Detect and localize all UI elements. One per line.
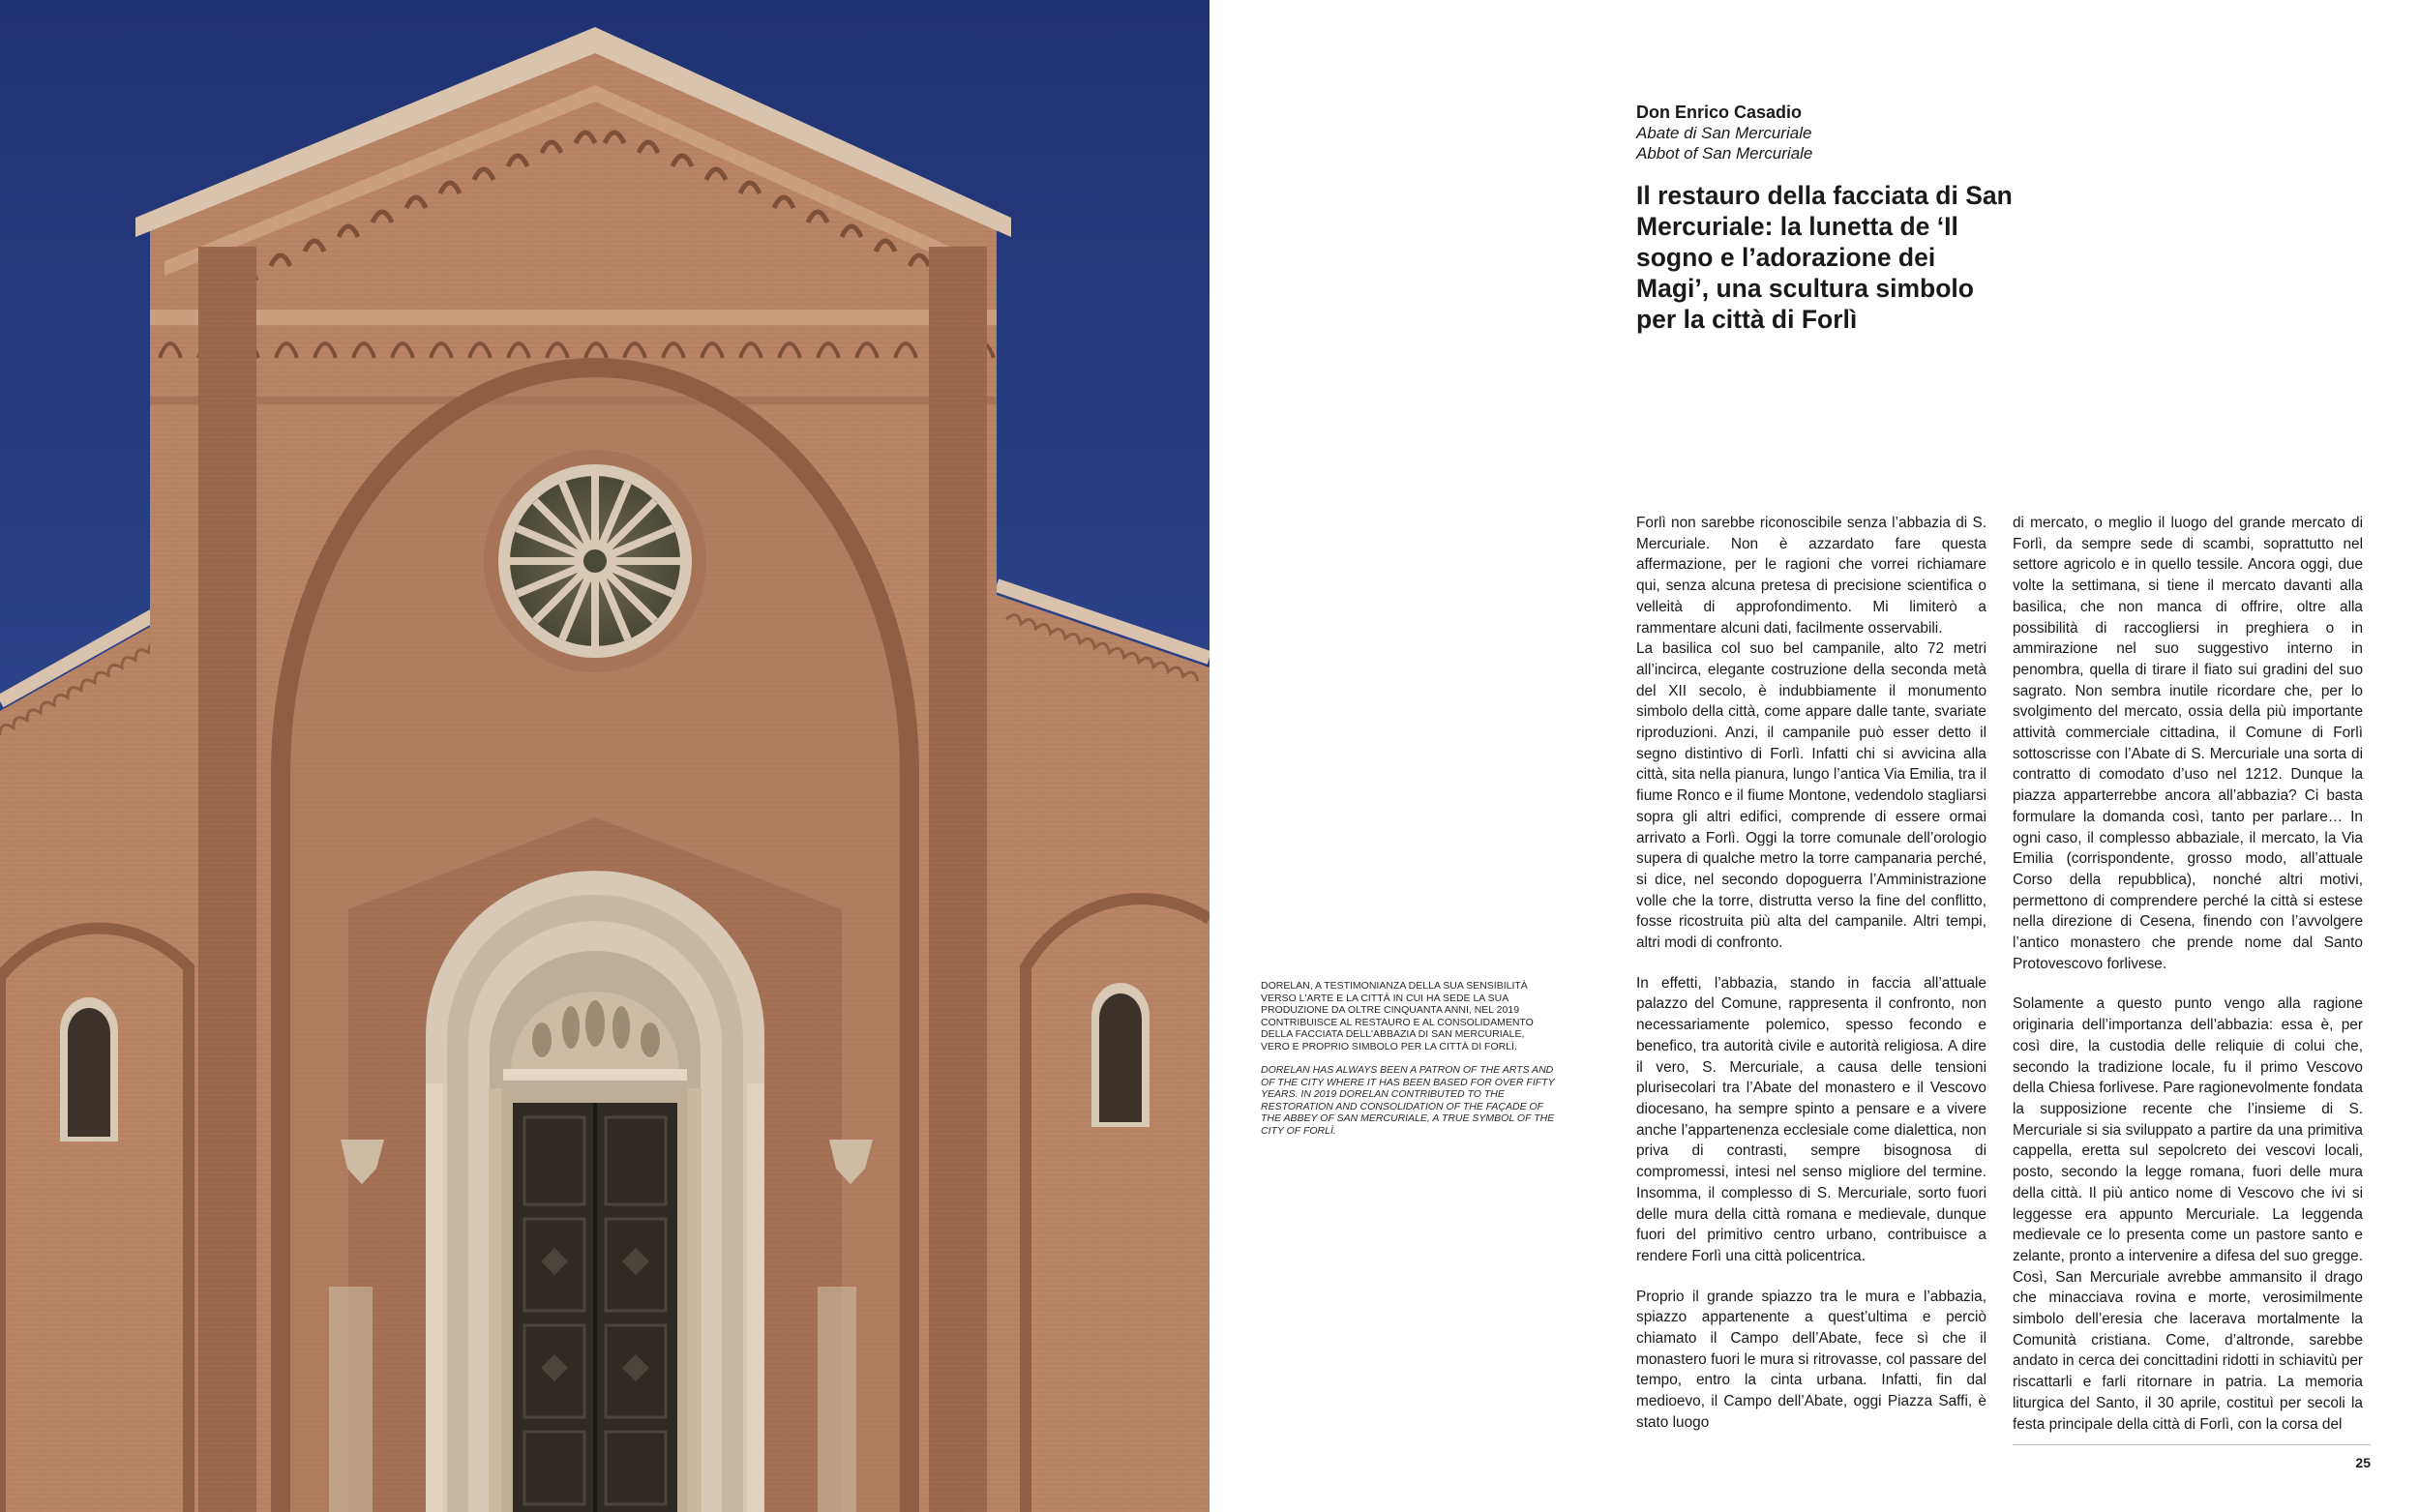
paragraph: Solamente a questo punto vengo alla ragione originaria dell’importanza dell’abbazia: essa è, per così dire, la custodia delle reliquie di colui che, secondo la tradizione locale, fu il primo Vescovo della Chiesa forlivese. Pare ragionevolmente fondata la supposizione recente che l’insieme di S. Mercuriale si sia sviluppato a partire da una primitiva cappella, eretta sul sepolcreto dei vescovi locali, posto, secondo la legge romana, fuori delle mura della città. Il più antico nome di Vescovo che ivi si leggesse era appunto Mercuriale. La leggenda medievale ce lo presenta come un pastore santo e zelante, pronto a intervenire a difesa del suo gregge. Così, San Mercuriale avrebbe ammansito il drago che minacciava rovina e morte, verosimilmente simbolo dell’eresia che lacerava mortalmente la Comunità cristiana. Come, d’altronde, sarebbe andato in cerca dei concittadini ridotti in schiavitù per riscattarli e farli ritornare in patria. La memoria liturgica del Santo, il 30 aprile, costituì per secoli la festa principale della città di Forlì, con la corsa del <box>2013 995 2363 1433</box>
article-title: Il restauro della facciata di San Mercuriale: la lunetta de ‘Il sogno e l’adorazione dei Magi’, una scultura simbolo per la città di Forlì <box>1636 181 2013 334</box>
text-column-left <box>1636 513 1986 1434</box>
paragraph: La basilica col suo bel campanile, alto 72 metri all’incirca, elegante costruzione della seconda metà del XII secolo, è indubbiamente il monumento simbolo della città, come appare dalle tante, svariate riproduzioni. Anzi, il campanile può esser detto il segno distintivo di Forlì. Infatti chi si avvicina alla città, sita nella pianura, lungo l’antica Via Emilia, tra il fiume Ronco e il fiume Montone, vedendolo stagliarsi sopra gli altri edifici, comprende di essere ormai arrivato a Forlì. Oggi la torre comunale dell’orologio supera di qualche metro la torre campanaria perché, si dice, nel secondo dopoguerra l’Amministrazione volle che la torre, distrutta verso la fine del conflitto, fosse ricostruita più alta del campanile. Altri tempi, altri modi di confronto. <box>1636 640 1986 952</box>
photo-caption <box>1261 980 1556 1148</box>
author-name: Don Enrico Casadio <box>1636 103 1803 122</box>
caption-english: DORELAN HAS ALWAYS BEEN A PATRON OF THE ARTS AND OF THE CITY WHERE IT HAS BEEN BASED FOR OVER FIFTY YEARS. IN 2019 DORELAN CONTRIBUTED TO THE RESTORATION AND CONSOLIDATION OF THE FAÇADE OF THE ABBEY OF SAN MERCURIALE, A TRUE SYMBOL OF THE CITY OF FORLÌ. <box>1261 1064 1555 1137</box>
paragraph: In effetti, l’abbazia, stando in faccia all’attuale palazzo del Comune, rappresenta il confronto, non necessariamente polemico, spesso fecondo e benefico, tra autorità civile e autorità religiosa. A dire il vero, S. Mercuriale, a causa delle tensioni plurisecolari tra l’Abate del monastero e il Vescovo diocesano, ha sempre spinto a pensare e a vivere anche l’appartenenza ecclesiale come dialettica, non priva di contrasti, sempre bisognosa di compromessi, intesi nel senso migliore del termine. Insomma, il complesso di S. Mercuriale, sorto fuori delle mura della città romana e medievale, dunque fuori del primitivo centro urbano, contribuisce a rendere Forlì una città policentrica. <box>1636 974 1986 1264</box>
paragraph: Proprio il grande spiazzo tra le mura e l’abbazia, spiazzo appartenente a quest’ultima e perciò chiamato il Campo dell’Abate, fece sì che il monastero fuori le mura si ritrovasse, col passare del tempo, entro la cinta urbana. Infatti, fin dal medioevo, il Campo dell’Abate, oggi Piazza Saffi, è stato luogo <box>1636 1288 1986 1431</box>
page-number: 25 <box>2355 1455 2371 1470</box>
paragraph: di mercato, o meglio il luogo del grande mercato di Forlì, da sempre sede di scambi, soprattutto nel settore agricolo e in quello tessile. Ancora oggi, due volte la settimana, si tiene il mercato davanti alla basilica, che non manca di offrire, oltre alla possibilità di raccogliersi in preghiera o in ammirazione nel suo suggestivo interno in penombra, quella di tirare il fiato sui gradini del suo sagrato. Non sembra inutile ricordare che, per lo svolgimento del mercato, ossia della più importante attività commerciale cittadina, il Comune di Forlì sottoscrisse con l’Abate di S. Mercuriale una sorta di contratto di comodato d’uso nel 1212. Dunque la piazza apparterrebbe ancora all’abbazia? Ci basta formulare la domanda così, tanto per parlare… In ogni caso, il complesso abbaziale, il mercato, la Via Emilia (corrispondente, grosso modo, all’attuale Corso della repubblica), nonché altri motivi, permettono di comprendere perché la città si estese nella direzione di Cesena, finendo con l’avvolgere l’antico monastero che prende nome dal Santo Protovescovo forlivese. <box>2013 515 2363 972</box>
footer-divider <box>2013 1444 2371 1445</box>
text-column-right <box>2013 513 2363 1435</box>
author-role-italian: Abate di San Mercuriale <box>1636 124 1812 142</box>
author-role-english: Abbot of San Mercuriale <box>1636 144 1813 163</box>
paragraph: Forlì non sarebbe riconoscibile senza l’abbazia di S. Mercuriale. Non è azzardato fare questa affermazione, per le ragioni che vorrei richiamare qui, senza alcuna pretesa di precisione scientifica o velleità di approfondimento. Mi limiterò a rammentare alcuni dati, facilmente osservabili. <box>1636 515 1986 637</box>
caption-italian: DORELAN, A TESTIMONIANZA DELLA SUA SENSIBILITÀ VERSO L'ARTE E LA CITTÀ IN CUI HA SEDE LA SUA PRODUZIONE DA OLTRE CINQUANTA ANNI, NEL 2019 CONTRIBUISCE AL RESTAURO E AL CONSOLIDAMENTO DELLA FACCIATA DELL'ABBAZIA DI SAN MERCURIALE, VERO E PROPRIO SIMBOLO PER LA CITTÀ DI FORLÌ. <box>1261 980 1534 1052</box>
author-block <box>1636 102 2023 163</box>
